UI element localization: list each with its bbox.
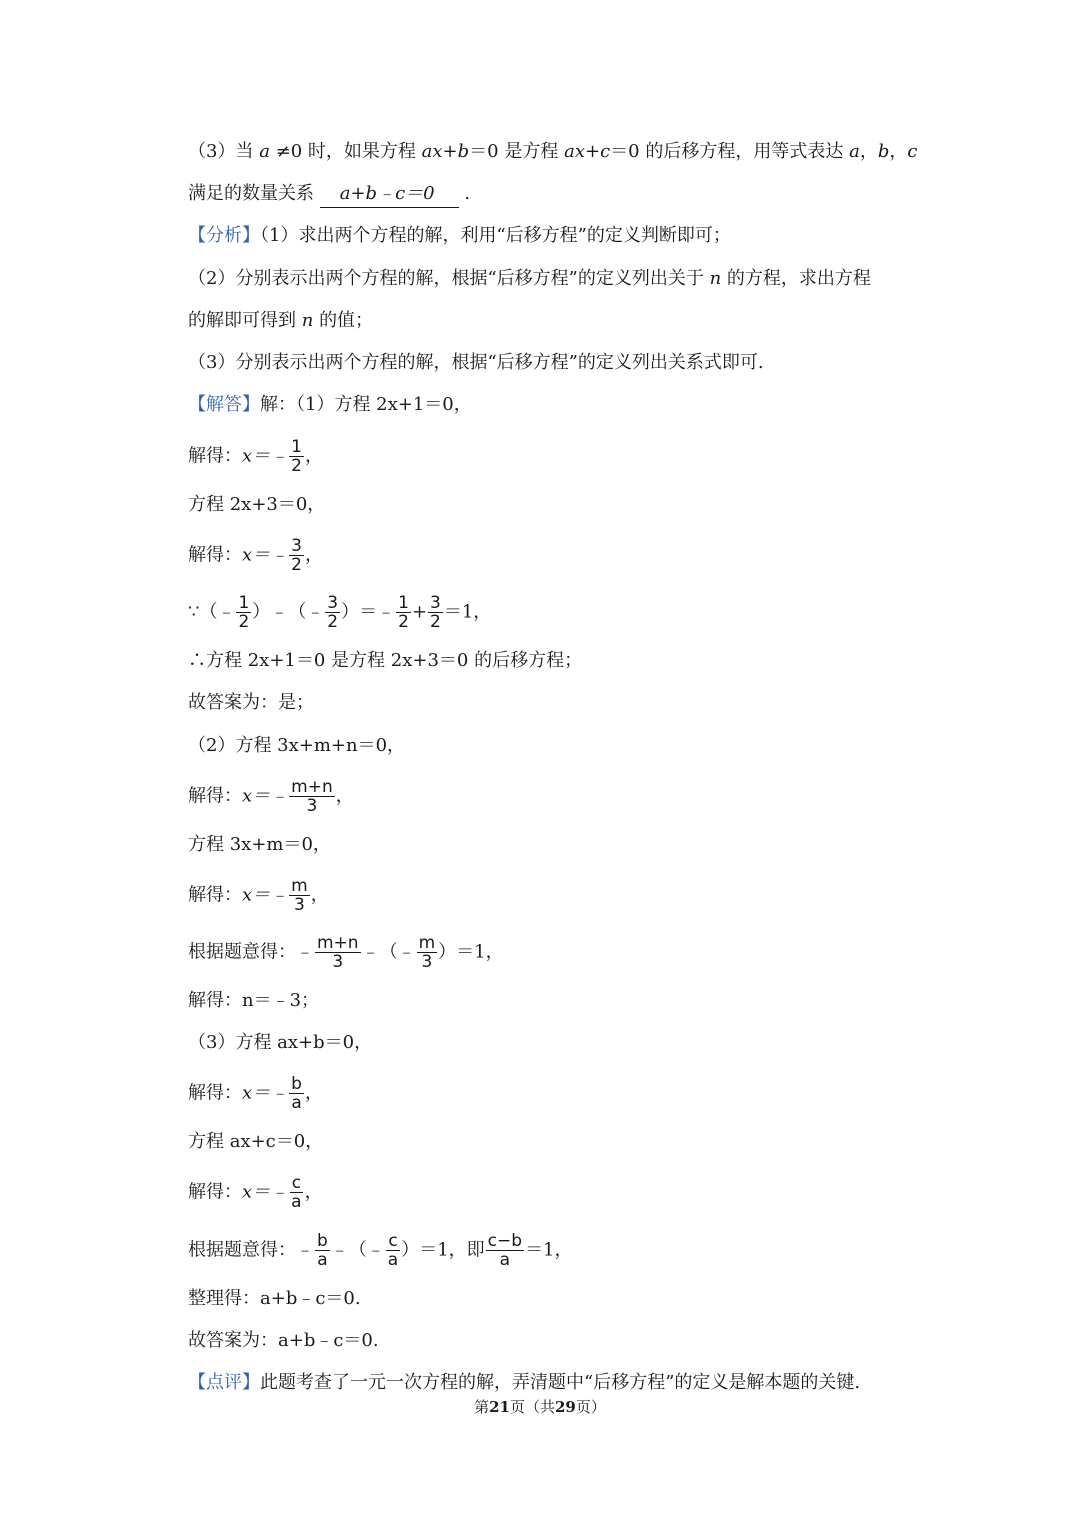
text: 方程 ax+c＝0， <box>188 1131 324 1152</box>
text: x＝﹣ <box>242 785 289 807</box>
solution-line10 <box>188 832 331 858</box>
analysis-line4 <box>188 350 764 376</box>
solution-line16 <box>188 1129 323 1155</box>
fraction <box>396 594 411 631</box>
numerator: b <box>291 1074 302 1094</box>
solution-line6 <box>188 648 582 674</box>
text: x＝﹣ <box>242 1181 289 1203</box>
var-ax: ax <box>564 141 585 162</box>
fraction <box>289 877 310 914</box>
text: 满足的数量关系 <box>188 183 314 204</box>
text: 解得： <box>188 1181 242 1203</box>
text: 故答案为：是； <box>188 692 314 713</box>
text: 此题考查了一元一次方程的解，弄清题中“后移方程”的定义是解本题的关键. <box>260 1372 861 1393</box>
fraction <box>325 594 340 631</box>
text: ﹣（﹣ <box>361 941 416 963</box>
denominator: 2 <box>291 555 302 575</box>
var-c: c <box>907 141 918 162</box>
fraction <box>289 537 304 574</box>
text: 根据题意得：﹣ <box>188 941 314 963</box>
text: 解得： <box>188 1082 242 1104</box>
text: 解得： <box>188 544 242 566</box>
text: （3）分别表示出两个方程的解，根据“后移方程”的定义列出关系式即可. <box>188 352 764 373</box>
solution-tag-text: 解答 <box>206 394 242 415</box>
denominator: 2 <box>430 612 441 632</box>
text: 页） <box>575 1398 606 1416</box>
solution-line3 <box>188 492 325 518</box>
text: 方程 2x+3＝0， <box>188 494 326 515</box>
plus: + <box>584 141 601 162</box>
var-b: b <box>457 141 470 162</box>
text: 的值； <box>319 310 374 331</box>
text: x＝﹣ <box>242 544 289 566</box>
solution-line20 <box>188 1328 379 1354</box>
solution-line1 <box>188 392 472 418</box>
numerator: c <box>291 1173 302 1193</box>
numerator: m <box>418 933 436 953</box>
solution-line7 <box>188 690 314 716</box>
answer-blank: a+b﹣c＝0 <box>320 181 459 208</box>
fraction <box>315 934 361 971</box>
text: ）＝1， <box>438 941 504 963</box>
fraction <box>486 1232 524 1269</box>
var-n: n <box>709 268 722 289</box>
var-n: n <box>301 310 314 331</box>
comma: ， <box>310 884 329 906</box>
solution-line19 <box>188 1286 361 1312</box>
text: 解：（1）方程 2x+1＝0， <box>260 394 472 415</box>
var-a: a <box>259 141 270 162</box>
numerator: m <box>291 876 308 896</box>
text: （2）方程 3x+m+n＝0， <box>188 735 406 756</box>
plus: + <box>411 601 428 623</box>
denominator: 3 <box>332 952 344 972</box>
text: 的方程，求出方程 <box>726 268 871 289</box>
denominator: a <box>317 1250 328 1270</box>
text: ）＝﹣ <box>341 601 396 623</box>
text: 故答案为：a+b﹣c＝0. <box>188 1330 379 1351</box>
analysis-tag-text: 分析 <box>206 225 242 246</box>
numerator: b <box>317 1231 328 1251</box>
analysis-tag: 【分析】 <box>188 225 260 246</box>
solution-line15 <box>188 1075 323 1112</box>
comma: ， <box>304 544 323 566</box>
text: （3）方程 ax+b＝0， <box>188 1032 373 1053</box>
text: 整理得：a+b﹣c＝0. <box>188 1288 361 1309</box>
total-pages: 29 <box>555 1398 576 1416</box>
denominator: a <box>499 1250 511 1270</box>
solution-line4 <box>188 537 323 574</box>
numerator: m+n <box>291 777 333 797</box>
comma: ， <box>859 141 878 162</box>
comma: ， <box>304 1181 323 1203</box>
question-3-line2 <box>188 181 470 208</box>
denominator: 2 <box>238 612 250 632</box>
page-footer <box>0 1397 1080 1417</box>
text: （2）分别表示出两个方程的解，根据“后移方程”的定义列出关于 <box>188 268 704 289</box>
fraction <box>289 778 335 815</box>
analysis-line1 <box>188 223 731 249</box>
numerator: c <box>388 1231 398 1251</box>
denominator: a <box>291 1192 302 1212</box>
numerator: 3 <box>291 536 302 556</box>
text: x＝﹣ <box>242 884 289 906</box>
text: 解得： <box>188 445 242 467</box>
solution-line5 <box>188 594 491 631</box>
denominator: 3 <box>306 796 318 816</box>
denominator: 2 <box>398 612 409 632</box>
fraction <box>289 1174 303 1211</box>
var-b: b <box>877 141 890 162</box>
text: ＝1， <box>443 601 492 623</box>
var-c: c <box>600 141 611 162</box>
solution-tag: 【解答】 <box>188 394 260 415</box>
text: ∵（﹣ <box>188 601 236 623</box>
text: 的解即可得到 <box>188 310 296 331</box>
var-ax: ax <box>421 141 443 162</box>
period: . <box>464 183 471 204</box>
text: 解得： <box>188 785 242 807</box>
solution-line18 <box>188 1232 573 1269</box>
solution-line11 <box>188 877 329 914</box>
text: x＝﹣ <box>242 445 289 467</box>
text: 解得： <box>188 884 242 906</box>
text: ﹣（﹣ <box>330 1239 385 1261</box>
text: x＝﹣ <box>242 1082 289 1104</box>
solution-line13 <box>188 988 319 1014</box>
text: ）＝1，即 <box>401 1239 485 1261</box>
denominator: 2 <box>327 612 339 632</box>
comma: ， <box>304 1082 323 1104</box>
numerator: 1 <box>291 437 302 457</box>
fraction <box>236 594 251 631</box>
fraction <box>428 594 443 631</box>
solution-line17 <box>188 1174 323 1211</box>
comma: ， <box>335 785 354 807</box>
denominator: 3 <box>294 895 305 915</box>
comment-line <box>188 1370 860 1396</box>
text: 方程 3x+m＝0， <box>188 834 331 855</box>
analysis-line2 <box>188 266 871 292</box>
text: 解得：n＝﹣3； <box>188 990 320 1011</box>
numerator: 1 <box>398 593 409 613</box>
text: 第 <box>474 1398 490 1416</box>
comma: ， <box>889 141 908 162</box>
comment-tag-text: 点评 <box>206 1372 242 1393</box>
text: ∴方程 2x+1＝0 是方程 2x+3＝0 的后移方程； <box>188 650 583 671</box>
text: ＝0 是方程 <box>469 141 559 162</box>
fraction <box>289 1075 304 1112</box>
text: 根据题意得：﹣ <box>188 1239 314 1261</box>
text: ）﹣（﹣ <box>252 601 325 623</box>
text: ＝0 的后移方程，用等式表达 <box>610 141 844 162</box>
text: 页（共 <box>509 1398 555 1416</box>
numerator: 3 <box>430 593 441 613</box>
solution-line9 <box>188 778 354 815</box>
text: ＝1， <box>525 1239 573 1261</box>
page-number: 21 <box>489 1398 510 1416</box>
text: ≠0 时，如果方程 <box>275 141 416 162</box>
fraction <box>315 1232 330 1269</box>
comma: ， <box>304 445 323 467</box>
denominator: a <box>387 1250 399 1270</box>
solution-line12 <box>188 934 504 971</box>
numerator: m+n <box>317 933 359 953</box>
solution-line14 <box>188 1030 372 1056</box>
solution-line2 <box>188 438 323 475</box>
text: （3）当 <box>188 141 254 162</box>
var-a: a <box>849 141 860 162</box>
fraction <box>289 438 304 475</box>
analysis-line3 <box>188 308 373 334</box>
solution-line8 <box>188 733 405 759</box>
denominator: 2 <box>291 456 302 476</box>
numerator: 3 <box>327 593 339 613</box>
fraction <box>417 934 438 971</box>
numerator: 1 <box>238 593 250 613</box>
denominator: a <box>291 1093 302 1113</box>
question-3-line1 <box>188 139 917 165</box>
numerator: c−b <box>487 1231 523 1251</box>
comment-tag: 【点评】 <box>188 1372 260 1393</box>
fraction <box>386 1232 400 1269</box>
text: （1）求出两个方程的解，利用“后移方程”的定义判断即可； <box>260 225 731 246</box>
plus: + <box>442 141 458 162</box>
denominator: 3 <box>421 952 433 972</box>
